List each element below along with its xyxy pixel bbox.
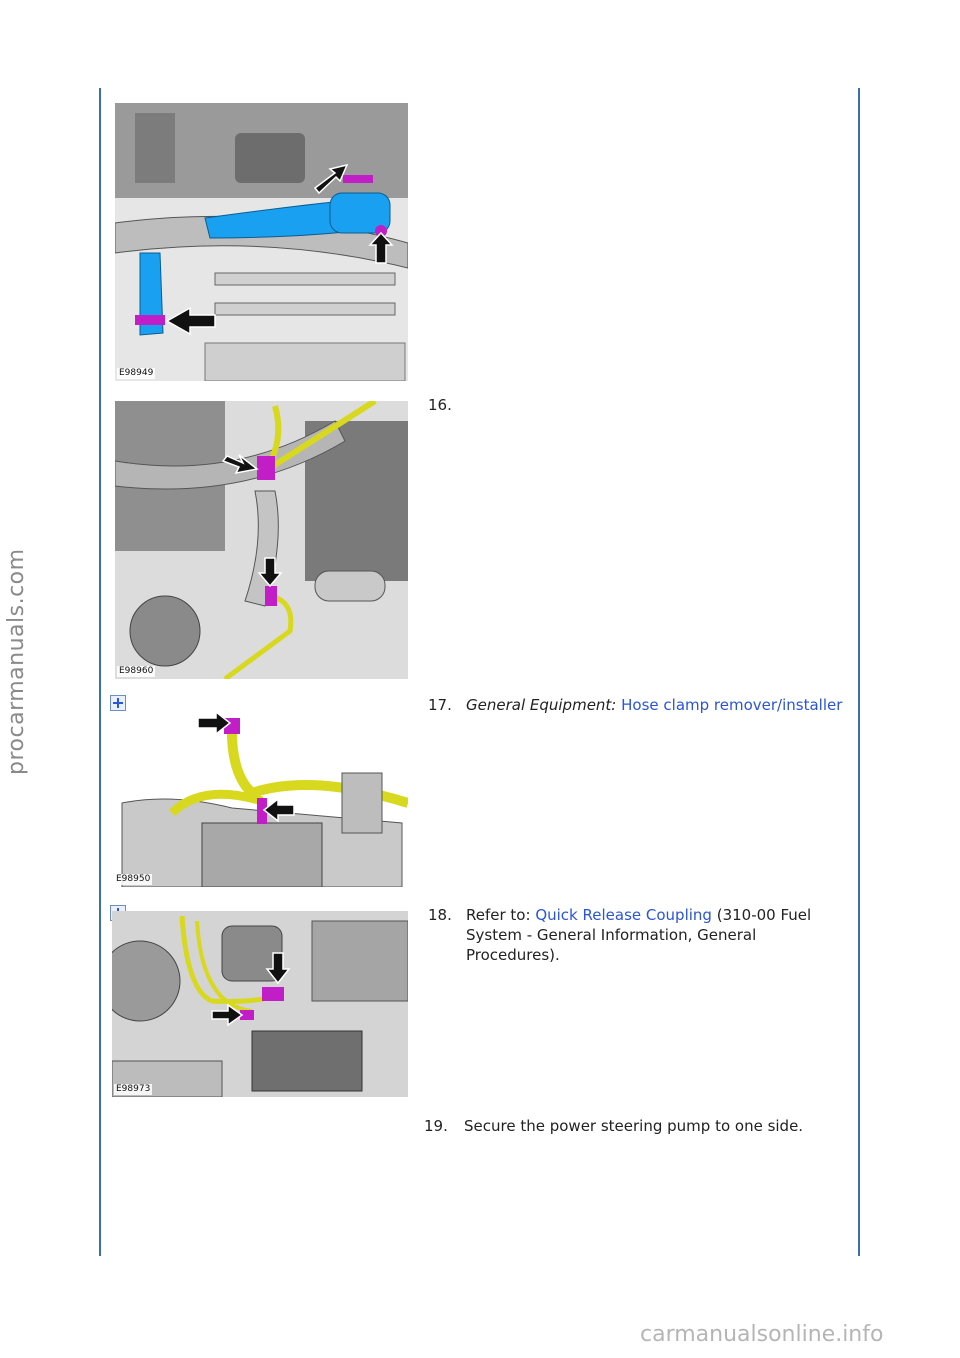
step-18 [428,905,848,969]
watermark-carmanualsonline: carmanualsonline.info [640,1322,884,1347]
watermark-procarmanuals: procarmanuals.com [4,548,29,775]
figure-e98973 [112,911,408,1097]
step-body [466,905,846,965]
reference-details: (310-00 Fuel System - General Information, General Procedures). [466,906,812,964]
engine-illustration [112,713,408,887]
step-number: 19. [424,1117,448,1135]
figure-e98950 [112,713,408,887]
quick-release-coupling-link[interactable]: Quick Release Coupling [535,906,712,924]
hose-clamp-link[interactable]: Hose clamp remover/installer [621,696,843,714]
step-number: 17. [428,696,452,714]
figure-label: E98973 [116,1084,151,1094]
step-17 [428,695,848,739]
right-margin-rule [858,88,860,1256]
figure-label: E98950 [116,874,151,884]
engine-illustration [112,911,408,1097]
figure-e98960 [115,401,408,679]
step-number: 16. [428,396,452,414]
general-equipment-label: General Equipment: [466,696,617,714]
engine-illustration [115,401,408,679]
step-body: Secure the power steering pump to one side. [464,1117,804,1135]
refer-to-label: Refer to: [466,906,531,924]
engine-illustration [115,103,408,381]
step-19 [424,1116,854,1140]
figure-e98949 [115,103,408,381]
step-16 [428,395,848,419]
step-body [466,695,846,715]
zoom-in-icon[interactable] [110,695,126,711]
figure-label: E98949 [119,368,154,378]
left-margin-rule [99,88,101,1256]
step-number: 18. [428,906,452,924]
figure-label: E98960 [119,666,154,676]
